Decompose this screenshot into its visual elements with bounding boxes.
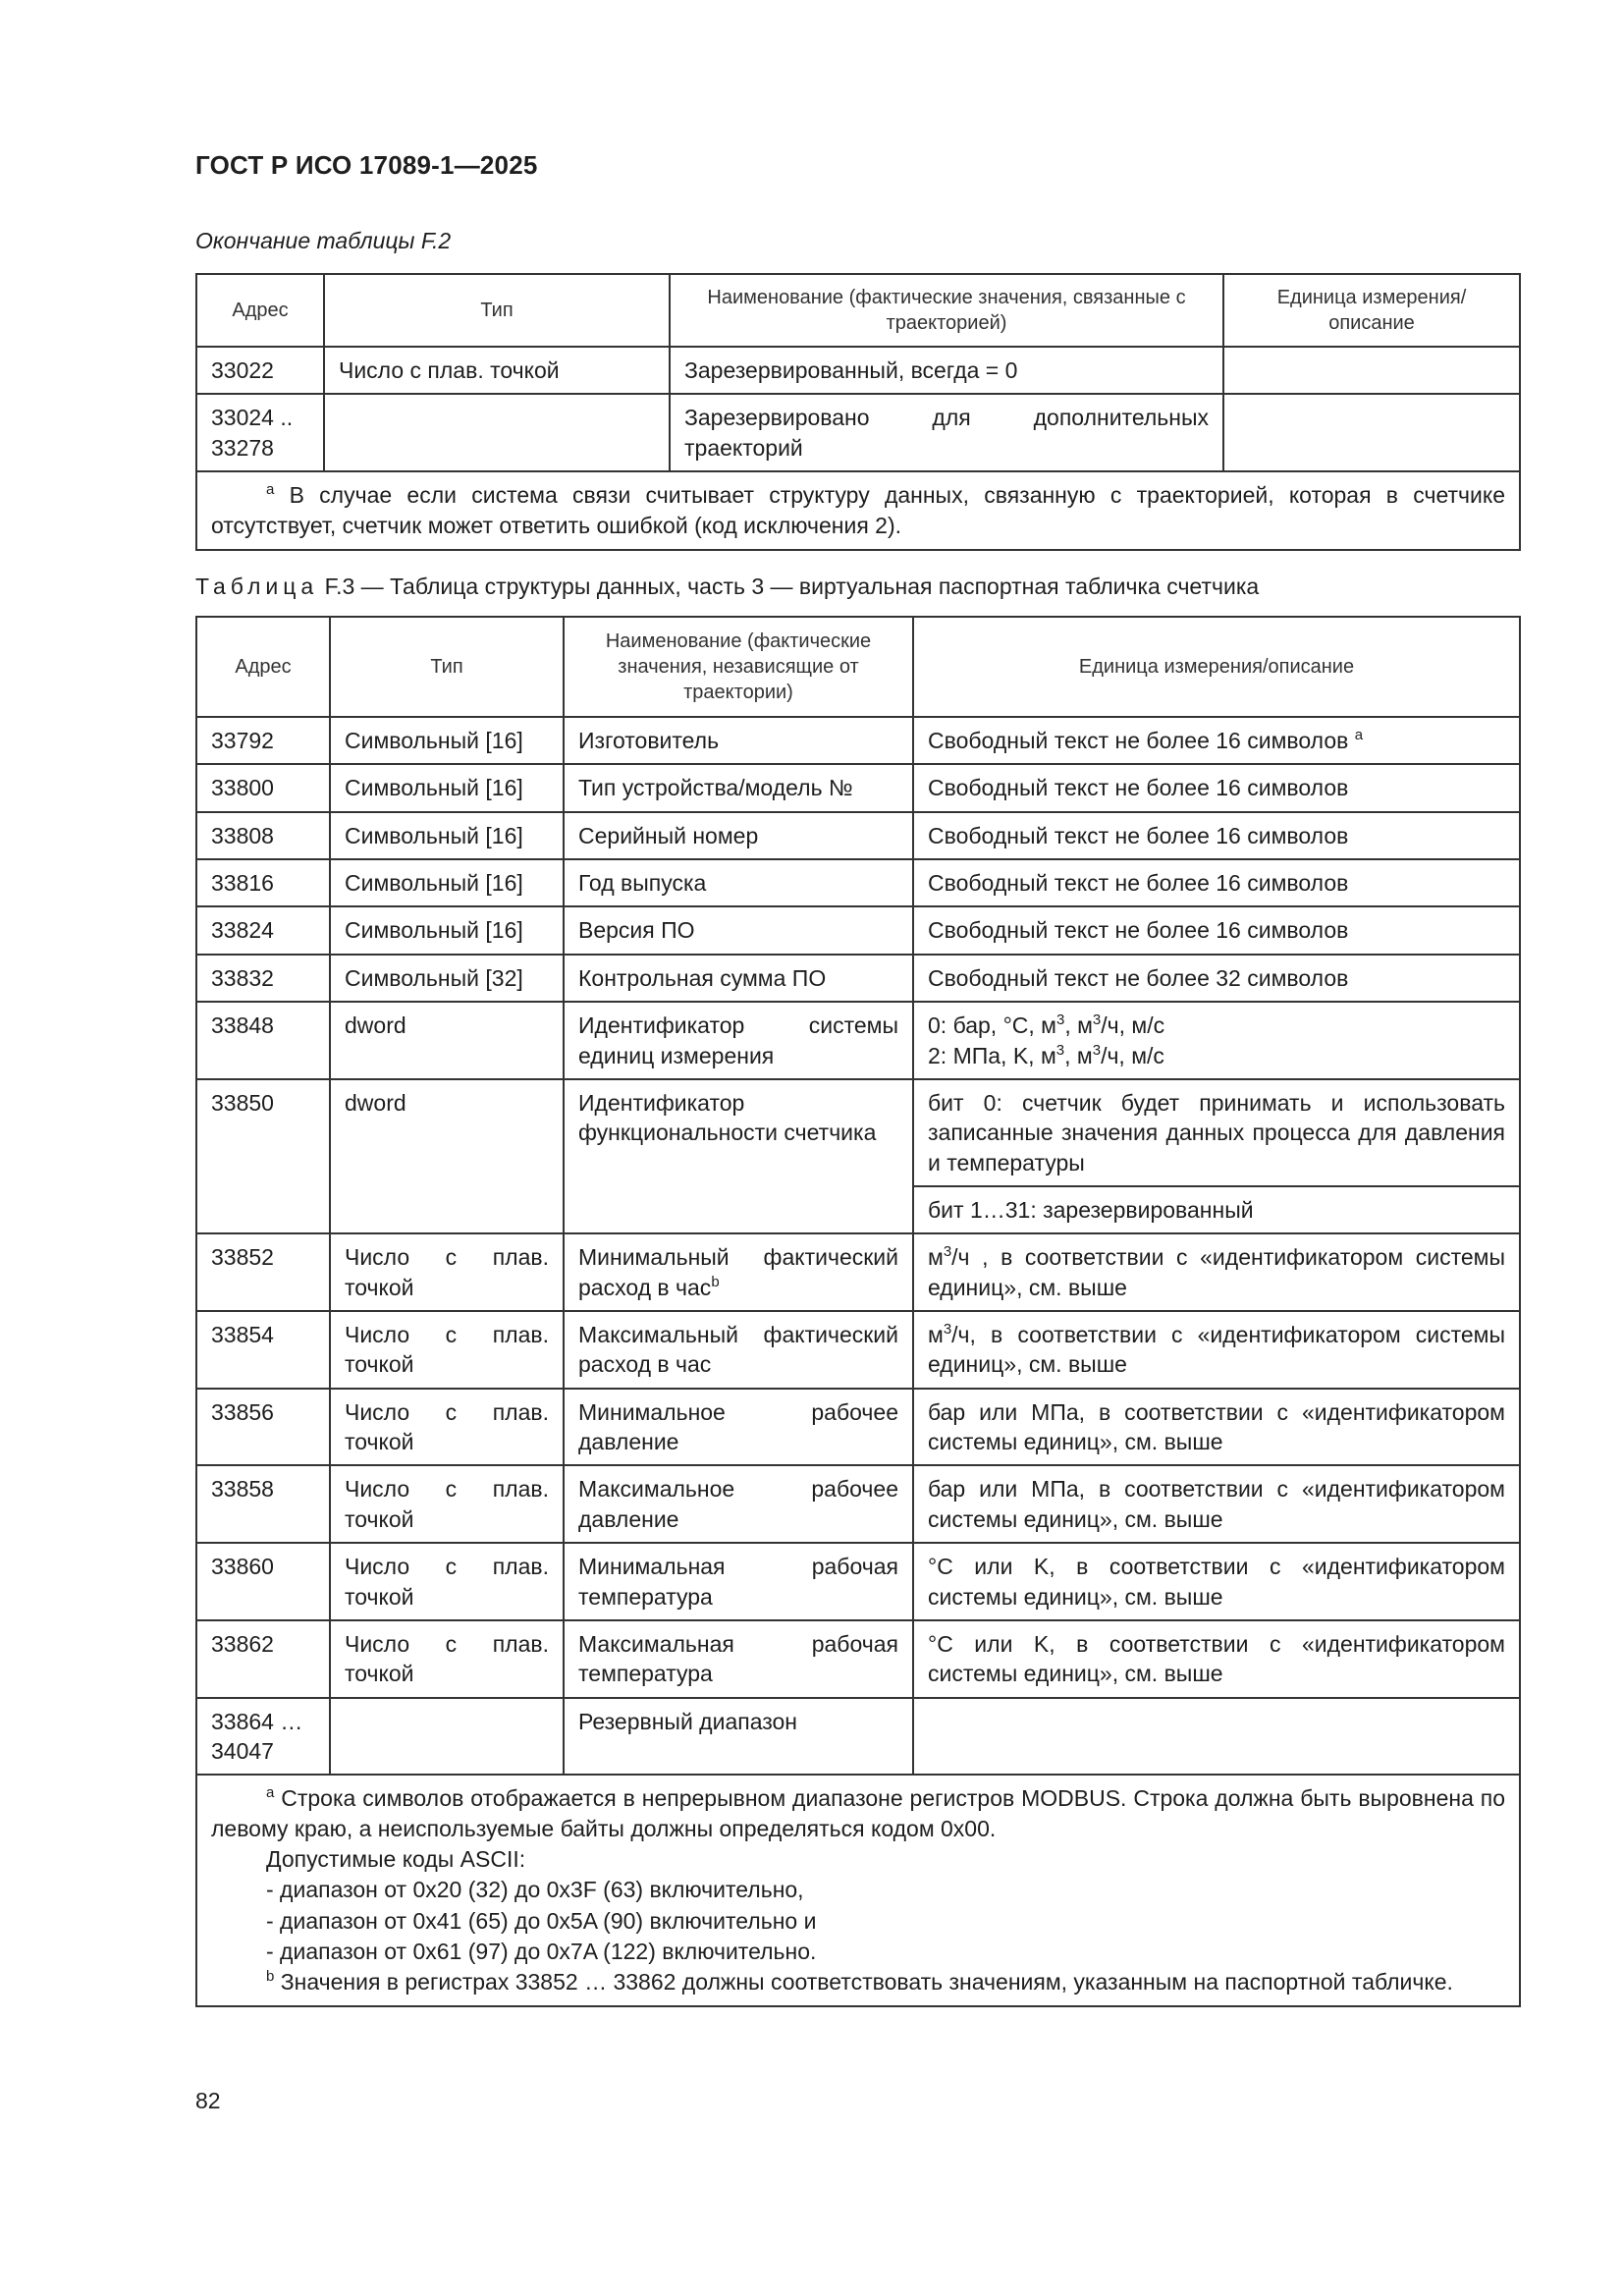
- header-name: Наименование (фактические значения, независящие от траектории): [564, 617, 913, 717]
- table-continuation-label: Окончание таблицы F.2: [195, 228, 452, 253]
- table-caption: [195, 574, 1259, 600]
- table-header-row: [196, 274, 1520, 347]
- cell-address: 33858: [196, 1465, 330, 1543]
- cell-unit: Свободный текст не более 16 символов: [913, 764, 1520, 811]
- cell-address: 33792: [196, 717, 330, 764]
- cell-name: Контрольная сумма ПО: [564, 955, 913, 1002]
- cell-address: 33808: [196, 812, 330, 859]
- cell-unit-text: Свободный текст не более 16 символов: [928, 728, 1349, 753]
- cell-unit: [913, 1002, 1520, 1079]
- cell-name: Минимальная рабочая температура: [564, 1543, 913, 1620]
- header-unit: Единица измерения/описание: [913, 617, 1520, 717]
- ascii-range: - диапазон от 0x61 (97) до 0x7A (122) включительно.: [266, 1938, 817, 1964]
- table-f2: [195, 273, 1521, 551]
- cell-address: 33824: [196, 906, 330, 954]
- standard-title: ГОСТ Р ИСО 17089-1—2025: [195, 150, 538, 180]
- cell-address: 33860: [196, 1543, 330, 1620]
- cell-type: Число с плав. точкой: [330, 1233, 564, 1311]
- table-f3: [195, 616, 1521, 2007]
- table-footnote: [196, 471, 1520, 550]
- footnote-a: $^a$ Строка символов отображается в непрерывном диапазоне регистров MODBUS. Строка должна быть выровнена по левому краю, а неиспользуемые байты должны определяться кодом 0x00.: [211, 1784, 1505, 1842]
- cell-unit: [913, 717, 1520, 764]
- cell-unit: [913, 1698, 1520, 1776]
- unit-line: 2: МПа, K, $м^3$, $м^3/ч$, м/с: [928, 1041, 1164, 1068]
- cell-address: 33864 … 34047: [196, 1698, 330, 1776]
- cell-type: Число с плав. точкой: [330, 1543, 564, 1620]
- cell-unit: °C или K, в соответствии с «идентификатором системы единиц», см. выше: [913, 1620, 1520, 1698]
- header-unit: Единица измерения/ описание: [1223, 274, 1520, 347]
- table-row: [196, 906, 1520, 954]
- cell-name: Резервный диапазон: [564, 1698, 913, 1776]
- cell-name: Максимальный фактический расход в час: [564, 1311, 913, 1389]
- header-type: Тип: [330, 617, 564, 717]
- ascii-range: - диапазон от 0x20 (32) до 0x3F (63) включительно,: [266, 1877, 804, 1903]
- footnote-marker: a: [1354, 727, 1364, 743]
- table-row: [196, 717, 1520, 764]
- cell-address: 33862: [196, 1620, 330, 1698]
- cell-name: Минимальное рабочее давление: [564, 1389, 913, 1466]
- cell-type: Символьный [16]: [330, 859, 564, 906]
- cell-address: 33852: [196, 1233, 330, 1311]
- cell-type: Символьный [16]: [330, 764, 564, 811]
- cell-type: dword: [330, 1079, 564, 1233]
- footnote-marker: a: [266, 481, 275, 499]
- table-row: [196, 1543, 1520, 1620]
- cell-type: [324, 394, 670, 471]
- cell-name: Максимальное рабочее давление: [564, 1465, 913, 1543]
- cell-name: Максимальная рабочая температура: [564, 1620, 913, 1698]
- cell-type: Число с плав. точкой: [324, 347, 670, 394]
- table-row: [196, 812, 1520, 859]
- table-footnote-row: [196, 1775, 1520, 2005]
- cell-unit: бит 1…31: зарезервированный: [913, 1186, 1520, 1233]
- cell-unit: бар или МПа, в соответствии с «идентификатором системы единиц», см. выше: [913, 1389, 1520, 1466]
- table-footnote-row: [196, 471, 1520, 550]
- table-row: [196, 1079, 1520, 1186]
- cell-type: Число с плав. точкой: [330, 1620, 564, 1698]
- cell-name: Зарезервированный, всегда = 0: [670, 347, 1223, 394]
- cell-type: Число с плав. точкой: [330, 1311, 564, 1389]
- table-row: [196, 1389, 1520, 1466]
- cell-unit: бит 0: счетчик будет принимать и использовать записанные значения данных процесса для давления и температуры: [913, 1079, 1520, 1186]
- cell-name: Версия ПО: [564, 906, 913, 954]
- table-row: [196, 764, 1520, 811]
- cell-type: dword: [330, 1002, 564, 1079]
- cell-address: 33024 .. 33278: [196, 394, 324, 471]
- cell-address: 33022: [196, 347, 324, 394]
- cell-name: Идентификатор системы единиц измерения: [564, 1002, 913, 1079]
- cell-address: 33850: [196, 1079, 330, 1233]
- cell-address: 33816: [196, 859, 330, 906]
- footnote-b: $^b$ Значения в регистрах 33852 … 33862 должны соответствовать значениям, указанным на паспортной табличке.: [266, 1967, 1453, 1995]
- cell-address: 33832: [196, 955, 330, 1002]
- footnote-text: В случае если система связи считывает структуру данных, связанную с траекторией, которая в счетчике отсутствует, счетчик может ответить ошибкой (код исключения 2).: [211, 482, 1505, 539]
- cell-type: Символьный [32]: [330, 955, 564, 1002]
- header-address: Адрес: [196, 617, 330, 717]
- cell-name: Зарезервировано для дополнительных траекторий: [670, 394, 1223, 471]
- cell-name: Идентификатор функциональности счетчика: [564, 1079, 913, 1233]
- cell-address: 33856: [196, 1389, 330, 1466]
- table-row: [196, 1465, 1520, 1543]
- caption-text: F.3 — Таблица структуры данных, часть 3 — виртуальная паспортная табличка счетчика: [318, 574, 1260, 599]
- table-row: [196, 1698, 1520, 1776]
- table-header-row: [196, 617, 1520, 717]
- ascii-range: - диапазон от 0x41 (65) до 0x5A (90) включительно и: [266, 1907, 817, 1934]
- cell-name: Тип устройства/модель №: [564, 764, 913, 811]
- header-address: Адрес: [196, 274, 324, 347]
- table-row: [196, 1002, 1520, 1079]
- cell-address: 33800: [196, 764, 330, 811]
- cell-unit: Свободный текст не более 16 символов: [913, 859, 1520, 906]
- cell-unit: $м^3/ч$ , в соответствии с «идентификатором системы единиц», см. выше: [913, 1233, 1520, 1311]
- cell-address: 33854: [196, 1311, 330, 1389]
- cell-unit: Свободный текст не более 32 символов: [913, 955, 1520, 1002]
- table-row: [196, 955, 1520, 1002]
- page-number: 82: [195, 2088, 221, 2113]
- cell-type: Символьный [16]: [330, 812, 564, 859]
- table-row: [196, 1620, 1520, 1698]
- ascii-title: Допустимые коды ASCII:: [266, 1846, 526, 1873]
- cell-type: Символьный [16]: [330, 717, 564, 764]
- table-row: [196, 1233, 1520, 1311]
- cell-unit: °C или K, в соответствии с «идентификатором системы единиц», см. выше: [913, 1543, 1520, 1620]
- cell-unit: $м^3/ч$, в соответствии с «идентификатором системы единиц», см. выше: [913, 1311, 1520, 1389]
- caption-label: Таблица: [195, 574, 319, 599]
- cell-name: Год выпуска: [564, 859, 913, 906]
- cell-unit: Свободный текст не более 16 символов: [913, 906, 1520, 954]
- cell-unit: бар или МПа, в соответствии с «идентификатором системы единиц», см. выше: [913, 1465, 1520, 1543]
- table-row: [196, 1311, 1520, 1389]
- cell-name: Изготовитель: [564, 717, 913, 764]
- cell-type: Число с плав. точкой: [330, 1465, 564, 1543]
- cell-unit: [1223, 347, 1520, 394]
- cell-name: Минимальный фактический расход в час$^b$: [564, 1233, 913, 1311]
- unit-line: 0: бар, °C, $м^3$, $м^3/ч$, м/с: [928, 1011, 1165, 1039]
- cell-unit: Свободный текст не более 16 символов: [913, 812, 1520, 859]
- cell-type: Символьный [16]: [330, 906, 564, 954]
- header-name: Наименование (фактические значения, связанные с траекторией): [670, 274, 1223, 347]
- table-footnotes: [196, 1775, 1520, 2005]
- cell-type: Число с плав. точкой: [330, 1389, 564, 1466]
- cell-type: [330, 1698, 564, 1776]
- table-row: [196, 394, 1520, 471]
- cell-address: 33848: [196, 1002, 330, 1079]
- cell-name: Серийный номер: [564, 812, 913, 859]
- table-row: [196, 859, 1520, 906]
- header-type: Тип: [324, 274, 670, 347]
- cell-unit: [1223, 394, 1520, 471]
- table-row: [196, 347, 1520, 394]
